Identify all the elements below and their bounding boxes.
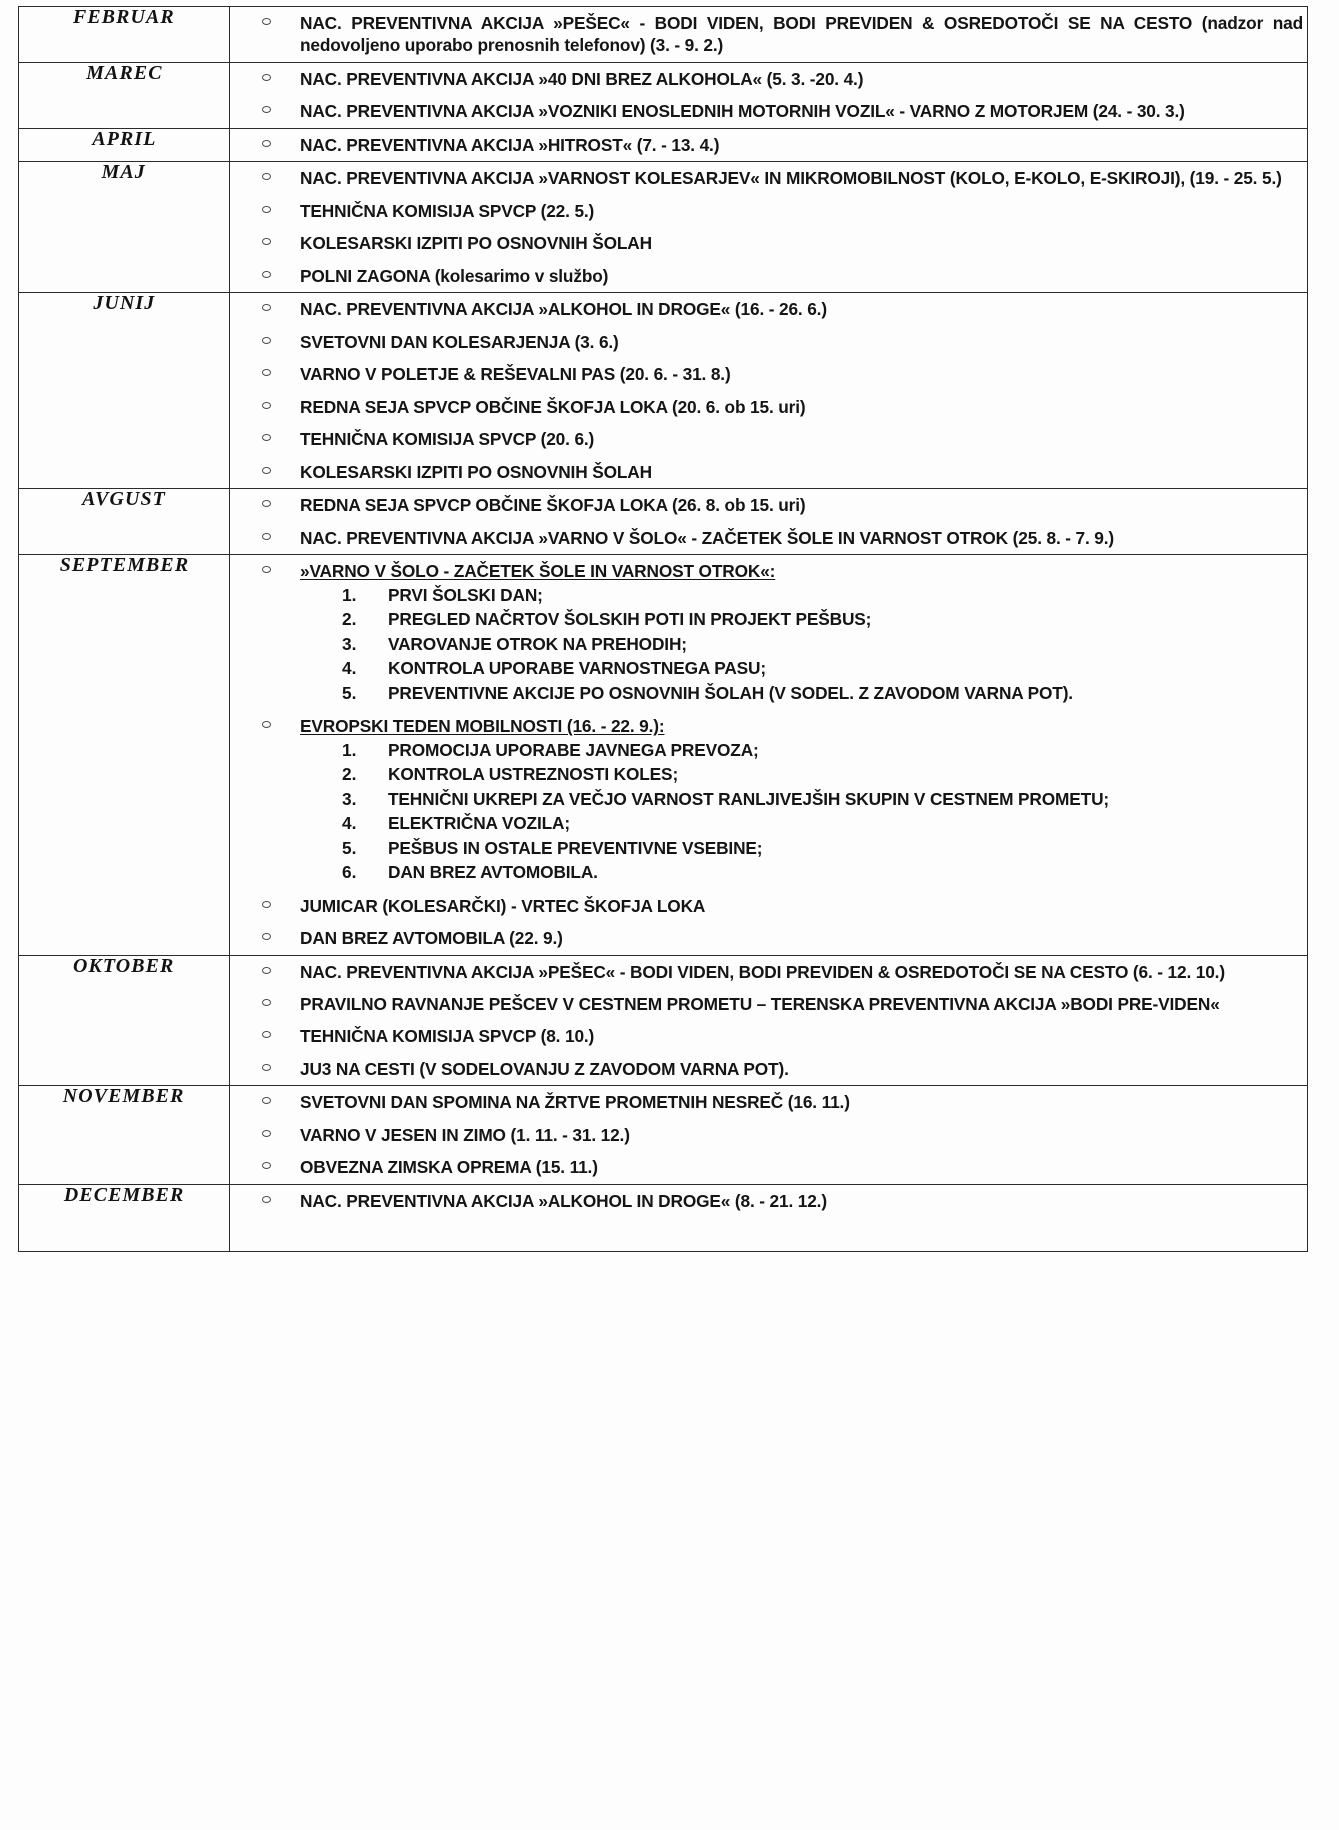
activity-item (230, 129, 1307, 161)
activity-item (230, 555, 1307, 710)
month-cell (19, 7, 230, 63)
activity-subitem (300, 836, 1307, 860)
bullet-circle-icon (262, 402, 271, 409)
activity-text: SVETOVNI DAN SPOMINA NA ŽRTVE PROMETNIH NESREČ (16. 11.) (300, 1092, 850, 1113)
activity-item (230, 391, 1307, 423)
activity-text: NAC. PREVENTIVNA AKCIJA »ALKOHOL IN DROGE« (16. - 26. 6.) (300, 299, 827, 320)
bullet-circle-icon (262, 533, 271, 540)
activity-list (230, 129, 1307, 161)
bullet-circle-icon (262, 18, 271, 25)
subitem-text: PEŠBUS IN OSTALE PREVENTIVNE VSEBINE; (388, 837, 763, 858)
bullet-circle-icon (262, 1196, 271, 1203)
activity-list (230, 1185, 1307, 1217)
bullet-circle-icon (262, 721, 271, 728)
month-label: DECEMBER (63, 1184, 185, 1206)
activity-list (230, 1086, 1307, 1183)
table-row (19, 489, 1308, 555)
table-row (19, 1184, 1308, 1251)
activity-item (230, 293, 1307, 325)
subitem-number: 3. (342, 788, 357, 809)
subitem-number: 5. (342, 682, 357, 703)
activity-item (230, 1185, 1307, 1217)
month-cell (19, 62, 230, 128)
activity-text: NAC. PREVENTIVNA AKCIJA »HITROST« (7. - 13. 4.) (300, 134, 720, 155)
activity-text: VARNO V POLETJE & REŠEVALNI PAS (20. 6. - 31. 8.) (300, 364, 731, 385)
activity-sublist (300, 583, 1307, 705)
activity-subitem (300, 632, 1307, 656)
activity-list (230, 162, 1307, 292)
subitem-text: KONTROLA UPORABE VARNOSTNEGA PASU; (388, 658, 766, 679)
bullet-circle-icon (262, 106, 271, 113)
subitem-text: DAN BREZ AVTOMOBILA. (388, 862, 598, 883)
activity-schedule-table (18, 6, 1308, 1252)
bullet-circle-icon (262, 206, 271, 213)
subitem-text: VAROVANJE OTROK NA PREHODIH; (388, 633, 687, 654)
month-label: SEPTEMBER (59, 555, 189, 577)
activity-item (230, 63, 1307, 95)
bullet-circle-icon (262, 434, 271, 441)
activity-item (230, 710, 1307, 889)
subitem-number: 5. (342, 837, 357, 858)
activity-text: NAC. PREVENTIVNA AKCIJA »VOZNIKI ENOSLEDNIH MOTORNIH VOZIL« - VARNO Z MOTORJEM (24. - 30. 3.) (300, 101, 1185, 122)
activities-cell (230, 555, 1308, 955)
table-body (19, 7, 1308, 1252)
activity-item (230, 358, 1307, 390)
bullet-circle-icon (262, 1097, 271, 1104)
month-label: APRIL (91, 128, 157, 150)
activities-cell (230, 7, 1308, 63)
activity-subitem (300, 738, 1307, 762)
activity-item (230, 522, 1307, 554)
month-cell (19, 162, 230, 293)
activity-text: NAC. PREVENTIVNA AKCIJA »PEŠEC« - BODI VIDEN, BODI PREVIDEN & OSREDOTOČI SE NA CESTO (nadzor nad nedovoljeno uporabo prenosnih telefonov) (3. - 9. 2.) (300, 13, 1303, 56)
month-cell (19, 555, 230, 955)
activity-text: SVETOVNI DAN KOLESARJENJA (3. 6.) (300, 331, 619, 352)
activity-item (230, 162, 1307, 194)
activity-subitem (300, 811, 1307, 835)
subitem-text: PREGLED NAČRTOV ŠOLSKIH POTI IN PROJEKT PEŠBUS; (388, 609, 872, 630)
activity-text: POLNI ZAGONA (kolesarimo v službo) (300, 265, 609, 286)
activity-list (230, 63, 1307, 128)
activities-cell (230, 162, 1308, 293)
activities-cell (230, 955, 1308, 1086)
activity-list (230, 7, 1307, 62)
bullet-circle-icon (262, 271, 271, 278)
subitem-number: 6. (342, 862, 357, 883)
month-cell (19, 128, 230, 161)
subitem-text: PROMOCIJA UPORABE JAVNEGA PREVOZA; (388, 739, 759, 760)
activity-item (230, 1119, 1307, 1151)
bullet-circle-icon (262, 967, 271, 974)
table-row (19, 162, 1308, 293)
bullet-circle-icon (262, 500, 271, 507)
activity-subitem (300, 583, 1307, 607)
activity-item (230, 7, 1307, 62)
activity-item (230, 1151, 1307, 1183)
bullet-circle-icon (262, 304, 271, 311)
table-row (19, 128, 1308, 161)
subitem-number: 3. (342, 633, 357, 654)
subitem-number: 1. (342, 584, 357, 605)
subitem-number: 4. (342, 658, 357, 679)
month-cell (19, 489, 230, 555)
activities-cell (230, 1184, 1308, 1251)
activities-cell (230, 128, 1308, 161)
subitem-number: 1. (342, 739, 357, 760)
table-row (19, 555, 1308, 955)
month-cell (19, 1086, 230, 1184)
month-cell (19, 955, 230, 1086)
table-row (19, 62, 1308, 128)
activity-text: TEHNIČNA KOMISIJA SPVCP (8. 10.) (300, 1026, 595, 1047)
activity-item (230, 227, 1307, 259)
month-label: MAJ (101, 162, 147, 184)
activity-text: PRAVILNO RAVNANJE PEŠCEV V CESTNEM PROMETU – TERENSKA PREVENTIVNA AKCIJA »BODI PRE-VIDEN« (300, 993, 1220, 1014)
activity-item (230, 456, 1307, 488)
bullet-circle-icon (262, 467, 271, 474)
bullet-circle-icon (262, 901, 271, 908)
activity-text: NAC. PREVENTIVNA AKCIJA »ALKOHOL IN DROGE« (8. - 21. 12.) (300, 1190, 827, 1211)
table-row (19, 7, 1308, 63)
activity-text: DAN BREZ AVTOMOBILA (22. 9.) (300, 928, 563, 949)
activity-item (230, 1020, 1307, 1052)
activity-text: KOLESARSKI IZPITI PO OSNOVNIH ŠOLAH (300, 461, 652, 482)
activity-subitem (300, 656, 1307, 680)
activity-item (230, 988, 1307, 1020)
activity-subitem (300, 860, 1307, 884)
activity-text: NAC. PREVENTIVNA AKCIJA »VARNO V ŠOLO« - ZAČETEK ŠOLE IN VARNOST OTROK (25. 8. - 7. 9.) (300, 527, 1114, 548)
subitem-number: 2. (342, 609, 357, 630)
month-label: NOVEMBER (63, 1086, 185, 1108)
month-cell (19, 1184, 230, 1251)
activity-text: TEHNIČNA KOMISIJA SPVCP (20. 6.) (300, 429, 595, 450)
activity-text: JU3 NA CESTI (V SODELOVANJU Z ZAVODOM VARNA POT). (300, 1058, 789, 1079)
bullet-circle-icon (262, 140, 271, 147)
activity-item (230, 890, 1307, 922)
bullet-circle-icon (262, 1130, 271, 1137)
activity-text: REDNA SEJA SPVCP OBČINE ŠKOFJA LOKA (20. 6. ob 15. uri) (300, 396, 806, 417)
activity-item (230, 95, 1307, 127)
activity-list (230, 293, 1307, 488)
activities-cell (230, 62, 1308, 128)
month-label: MAREC (85, 62, 163, 84)
bullet-circle-icon (262, 566, 271, 573)
month-cell (19, 293, 230, 489)
subitem-text: TEHNIČNI UKREPI ZA VEČJO VARNOST RANLJIVEJŠIH SKUPIN V CESTNEM PROMETU; (388, 788, 1110, 809)
activity-list (230, 555, 1307, 954)
subitem-text: ELEKTRIČNA VOZILA; (388, 813, 570, 834)
cell-trailing-space (230, 1217, 1307, 1251)
activity-subitem (300, 762, 1307, 786)
month-label: FEBRUAR (73, 7, 175, 28)
bullet-circle-icon (262, 999, 271, 1006)
activity-text: VARNO V JESEN IN ZIMO (1. 11. - 31. 12.) (300, 1124, 630, 1145)
activity-text: OBVEZNA ZIMSKA OPREMA (15. 11.) (300, 1157, 598, 1178)
activity-item (230, 326, 1307, 358)
activities-cell (230, 489, 1308, 555)
month-label: OKTOBER (73, 955, 175, 977)
activity-list (230, 956, 1307, 1086)
activities-cell (230, 293, 1308, 489)
activities-cell (230, 1086, 1308, 1184)
activity-text: EVROPSKI TEDEN MOBILNOSTI (16. - 22. 9.): (300, 716, 665, 737)
activity-item (230, 956, 1307, 988)
activity-text: KOLESARSKI IZPITI PO OSNOVNIH ŠOLAH (300, 233, 652, 254)
activity-text: NAC. PREVENTIVNA AKCIJA »PEŠEC« - BODI VIDEN, BODI PREVIDEN & OSREDOTOČI SE NA CESTO (6. - 12. 10.) (300, 961, 1225, 982)
activity-item (230, 1086, 1307, 1118)
bullet-circle-icon (262, 74, 271, 81)
activity-text: JUMICAR (KOLESARČKI) - VRTEC ŠKOFJA LOKA (300, 895, 706, 916)
activity-subitem (300, 607, 1307, 631)
bullet-circle-icon (262, 337, 271, 344)
activity-item (230, 922, 1307, 954)
bullet-circle-icon (262, 1031, 271, 1038)
month-label: JUNIJ (93, 293, 155, 315)
activity-item (230, 195, 1307, 227)
bullet-circle-icon (262, 369, 271, 376)
bullet-circle-icon (262, 1162, 271, 1169)
subitem-text: KONTROLA USTREZNOSTI KOLES; (388, 764, 679, 785)
subitem-number: 2. (342, 764, 357, 785)
bullet-circle-icon (262, 238, 271, 245)
bullet-circle-icon (262, 1064, 271, 1071)
bullet-circle-icon (262, 933, 271, 940)
activity-item (230, 489, 1307, 521)
bullet-circle-icon (262, 173, 271, 180)
activity-text: TEHNIČNA KOMISIJA SPVCP (22. 5.) (300, 200, 595, 221)
activity-text: REDNA SEJA SPVCP OBČINE ŠKOFJA LOKA (26. 8. ob 15. uri) (300, 495, 806, 516)
table-row (19, 1086, 1308, 1184)
table-row (19, 293, 1308, 489)
activity-item (230, 260, 1307, 292)
activity-sublist (300, 738, 1307, 885)
subitem-text: PRVI ŠOLSKI DAN; (388, 584, 543, 605)
activity-subitem (300, 681, 1307, 705)
activity-text: NAC. PREVENTIVNA AKCIJA »VARNOST KOLESARJEV« IN MIKROMOBILNOST (KOLO, E-KOLO, E-SKIROJI), (19. - 25. 5.) (300, 168, 1282, 189)
activity-text: NAC. PREVENTIVNA AKCIJA »40 DNI BREZ ALKOHOLA« (5. 3. -20. 4.) (300, 68, 864, 89)
activity-list (230, 489, 1307, 554)
activity-text: »VARNO V ŠOLO - ZAČETEK ŠOLE IN VARNOST OTROK«: (300, 561, 776, 582)
activity-item (230, 423, 1307, 455)
month-label: AVGUST (82, 489, 166, 511)
activity-item (230, 1053, 1307, 1085)
subitem-text: PREVENTIVNE AKCIJE PO OSNOVNIH ŠOLAH (V SODEL. Z ZAVODOM VARNA POT). (388, 682, 1073, 703)
table-row (19, 955, 1308, 1086)
subitem-number: 4. (342, 813, 357, 834)
activity-subitem (300, 787, 1307, 811)
